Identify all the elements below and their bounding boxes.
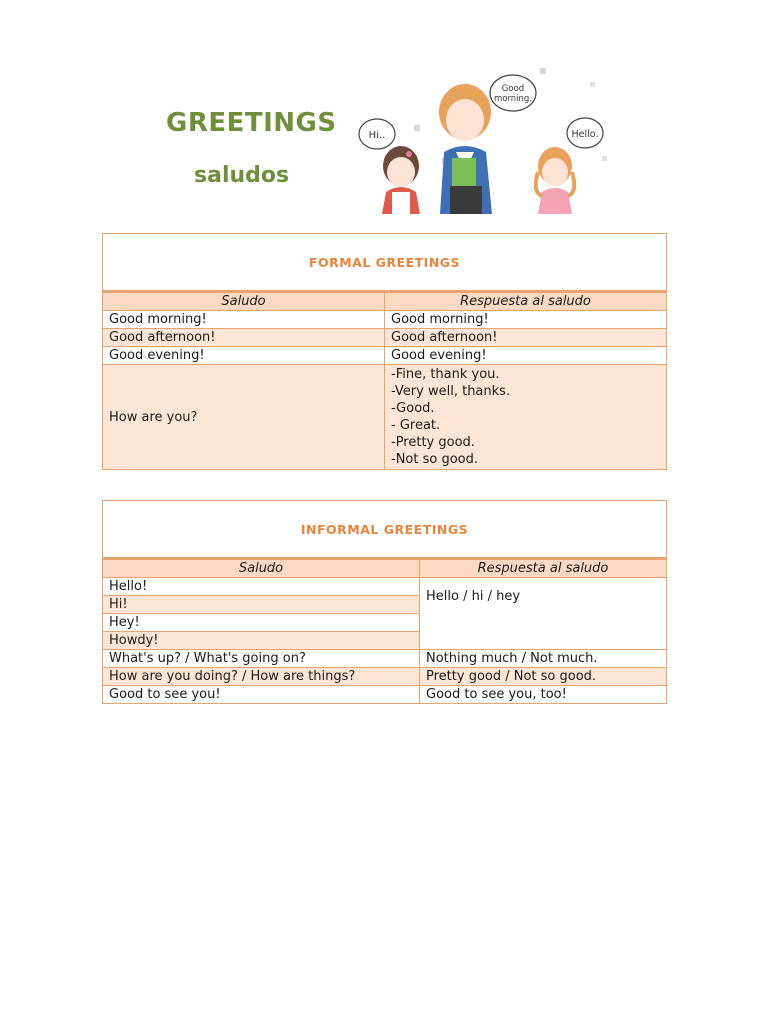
- respuesta-cell: Good afternoon!: [385, 329, 667, 347]
- respuesta-cell: Good to see you, too!: [420, 686, 667, 704]
- respuesta-list-cell: [385, 365, 667, 470]
- respuesta-line: -Fine, thank you.: [391, 367, 500, 382]
- svg-text:Good: Good: [501, 84, 525, 94]
- saludo-cell: Howdy!: [103, 632, 420, 650]
- bubble-hi-text: Hi..: [368, 130, 386, 141]
- respuesta-cell: Pretty good / Not so good.: [420, 668, 667, 686]
- bubble-hello-text: Hello.: [571, 129, 599, 140]
- respuesta-line: -Good.: [391, 401, 435, 416]
- respuesta-line: -Very well, thanks.: [391, 384, 511, 399]
- respuesta-line: -Pretty good.: [391, 435, 475, 450]
- saludo-cell: Hey!: [103, 614, 420, 632]
- saludo-cell: What's up? / What's going on?: [103, 650, 420, 668]
- table-row: [103, 686, 667, 704]
- greeting-people-illustration: [352, 62, 614, 214]
- saludo-cell: Hi!: [103, 596, 420, 614]
- respuesta-cell: Hello / hi / hey: [420, 578, 667, 650]
- respuesta-cell: Good evening!: [385, 347, 667, 365]
- table-row: [103, 311, 667, 329]
- table-row: [103, 650, 667, 668]
- column-header-respuesta: Respuesta al saludo: [385, 292, 667, 311]
- table-row: [103, 365, 667, 470]
- table-heading: FORMAL GREETINGS: [103, 234, 667, 292]
- table-row: [103, 578, 667, 596]
- saludo-cell: Hello!: [103, 578, 420, 596]
- table-heading: INFORMAL GREETINGS: [103, 501, 667, 559]
- saludo-cell: How are you?: [103, 365, 385, 470]
- respuesta-line: - Great.: [391, 418, 441, 433]
- table-row: [103, 668, 667, 686]
- table-row: [103, 347, 667, 365]
- saludo-cell: Good evening!: [103, 347, 385, 365]
- saludo-cell: How are you doing? / How are things?: [103, 668, 420, 686]
- svg-text:morning.: morning.: [493, 94, 533, 104]
- saludo-cell: Good afternoon!: [103, 329, 385, 347]
- table-row: [103, 329, 667, 347]
- page-subtitle: saludos: [194, 163, 290, 188]
- respuesta-line: -Not so good.: [391, 452, 479, 467]
- column-header-saludo: Saludo: [103, 292, 385, 311]
- respuesta-cell: Good morning!: [385, 311, 667, 329]
- saludo-cell: Good to see you!: [103, 686, 420, 704]
- respuesta-cell: Nothing much / Not much.: [420, 650, 667, 668]
- saludo-cell: Good morning!: [103, 311, 385, 329]
- page-title: GREETINGS: [166, 108, 337, 138]
- column-header-respuesta: Respuesta al saludo: [420, 559, 667, 578]
- formal-greetings-table: [102, 233, 667, 470]
- informal-greetings-table: [102, 500, 667, 704]
- column-header-saludo: Saludo: [103, 559, 420, 578]
